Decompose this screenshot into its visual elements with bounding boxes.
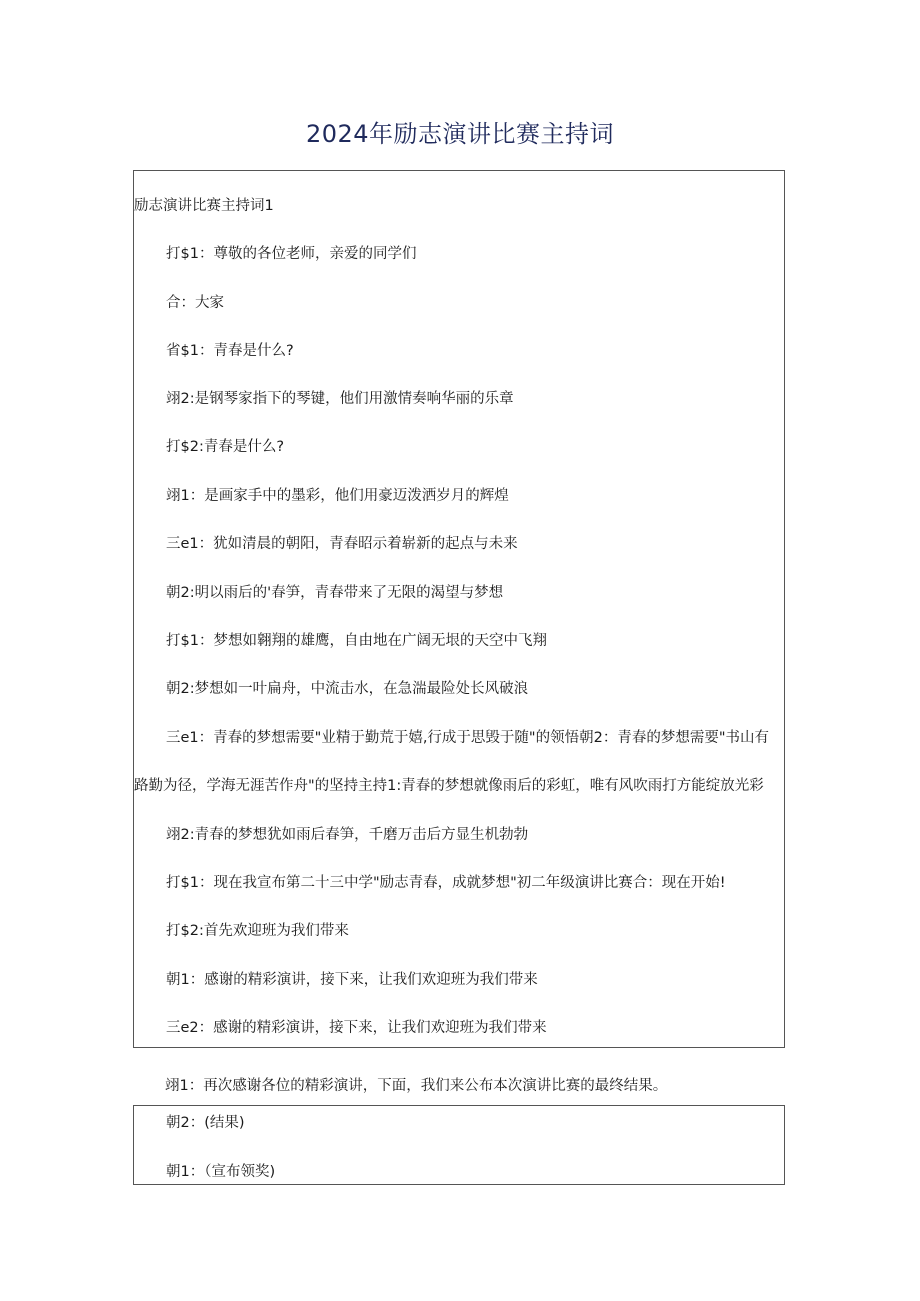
script-line: 省$1：青春是什么? — [166, 343, 294, 359]
result-box — [133, 1105, 785, 1185]
script-line: 朝2:梦想如一叶扁舟，中流击水，在急湍最险处长风破浪 — [166, 681, 529, 697]
script-line: 打$1：梦想如翱翔的雄鹰，自由地在广阔无垠的天空中飞翔 — [166, 633, 547, 649]
script-line: 合：大家 — [166, 295, 224, 311]
script-line: 打$1：现在我宣布第二十三中学"励志青春，成就梦想"初二年级演讲比赛合：现在开始! — [166, 875, 726, 891]
script-line: 朝2：(结果) — [166, 1115, 245, 1131]
script-line: 打$2:首先欢迎班为我们带来 — [166, 923, 349, 939]
script-line: 打$1：尊敬的各位老师，亲爱的同学们 — [166, 246, 417, 262]
script-line: 朝1：感谢的精彩演讲，接下来，让我们欢迎班为我们带来 — [166, 972, 538, 988]
document-title: 2024年励志演讲比赛主持词 — [305, 120, 615, 148]
script-line: 翊1：再次感谢各位的精彩演讲，下面，我们来公布本次演讲比赛的最终结果。 — [165, 1078, 668, 1094]
content-box — [133, 170, 785, 1048]
script-line: 翊2:青春的梦想犹如雨后春笋，千磨万击后方显生机勃勃 — [166, 827, 529, 843]
script-line: 朝2:明以雨后的'春笋，青春带来了无限的渴望与梦想 — [166, 585, 504, 601]
script-line: 打$2:青春是什么? — [166, 439, 285, 455]
script-line: 三e1：犹如清晨的朝阳，青春昭示着崭新的起点与未来 — [166, 536, 518, 552]
section-heading: 励志演讲比赛主持词1 — [134, 198, 274, 214]
script-line: 三e1：青春的梦想需要"业精于勤荒于嬉,行成于思毁于随"的领悟朝2：青春的梦想需要"书山有 — [166, 730, 769, 746]
script-line: 翊1：是画家手中的墨彩，他们用豪迈泼洒岁月的辉煌 — [166, 488, 509, 504]
script-line: 路勤为径，学海无涯苦作舟"的坚持主持1:青春的梦想就像雨后的彩虹，唯有风吹雨打方能绽放光彩 — [134, 778, 764, 794]
script-line: 翊2:是钢琴家指下的琴键，他们用激情奏响华丽的乐章 — [166, 391, 514, 407]
script-line: 朝1：（宣布领奖) — [166, 1164, 276, 1180]
script-line: 三e2：感谢的精彩演讲，接下来，让我们欢迎班为我们带来 — [166, 1020, 547, 1036]
